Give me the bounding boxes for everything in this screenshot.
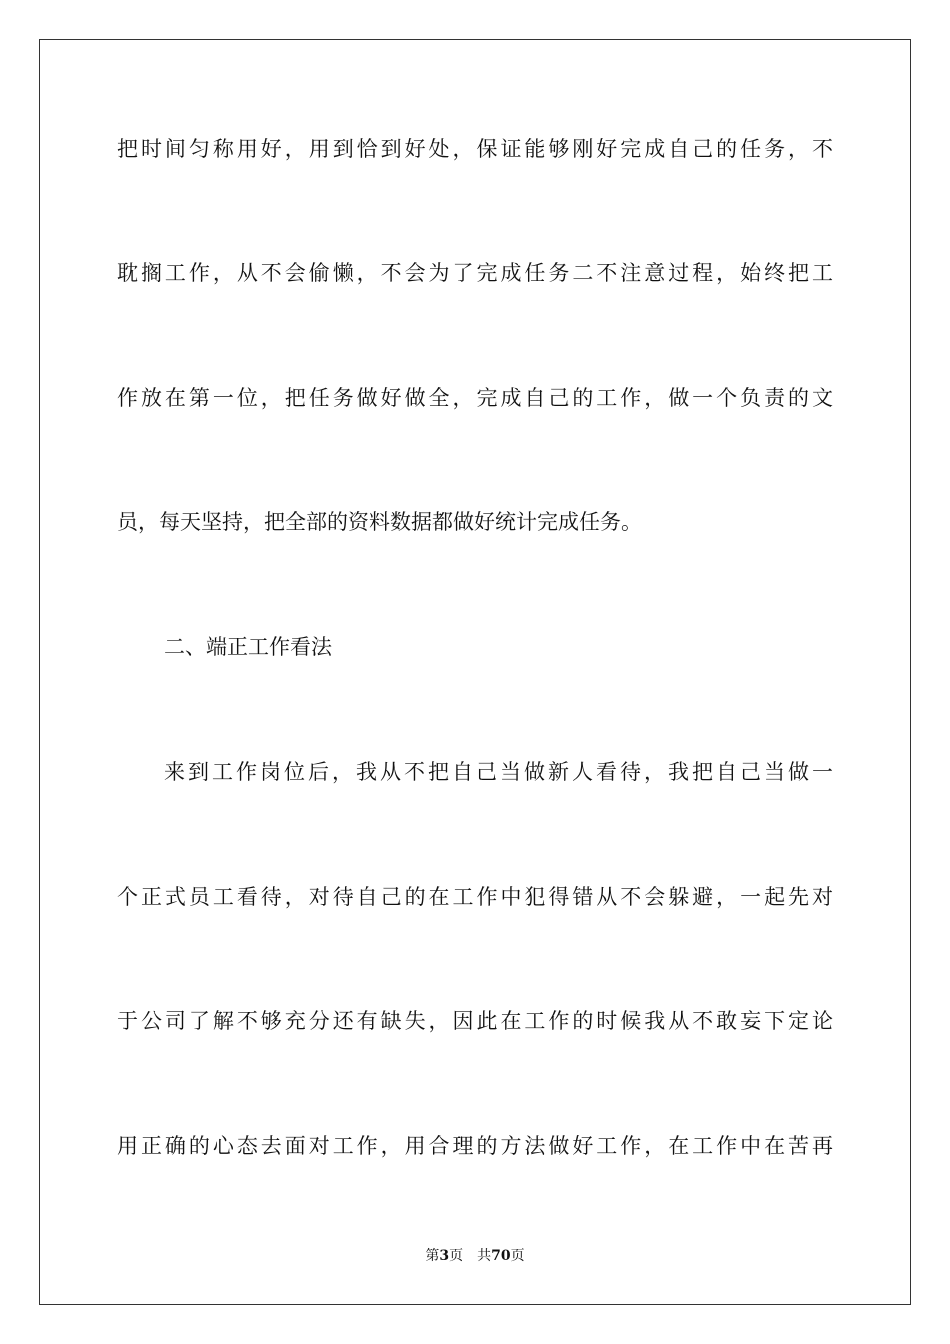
footer-total-pages: 70 <box>491 1248 511 1264</box>
section-heading: 二、端正工作看法 <box>164 635 332 659</box>
footer-page-number: 3 <box>439 1248 450 1264</box>
body-line-9: 用正确的心态去面对工作，用合理的方法做好工作，在工作中在苦再 <box>117 1134 833 1158</box>
footer-page-suffix: 页 <box>449 1248 464 1264</box>
body-line-4: 员，每天坚持，把全部的资料数据都做好统计完成任务。 <box>117 510 642 534</box>
page-footer <box>0 1246 950 1266</box>
body-line-8: 于公司了解不够充分还有缺失，因此在工作的时候我从不敢妄下定论 <box>117 1009 833 1033</box>
body-line-1: 把时间匀称用好，用到恰到好处，保证能够刚好完成自己的任务，不 <box>117 137 833 161</box>
body-line-2: 耽搁工作，从不会偷懒，不会为了完成任务二不注意过程，始终把工 <box>117 261 833 285</box>
footer-total-prefix: 共 <box>477 1248 492 1264</box>
body-line-7: 个正式员工看待，对待自己的在工作中犯得错从不会躲避，一起先对 <box>117 885 833 909</box>
page-border <box>39 39 911 1305</box>
footer-page-prefix: 第 <box>425 1248 440 1264</box>
body-line-6: 来到工作岗位后，我从不把自己当做新人看待，我把自己当做一 <box>164 760 833 784</box>
body-line-3: 作放在第一位，把任务做好做全，完成自己的工作，做一个负责的文 <box>117 386 833 410</box>
footer-total-suffix: 页 <box>510 1248 525 1264</box>
